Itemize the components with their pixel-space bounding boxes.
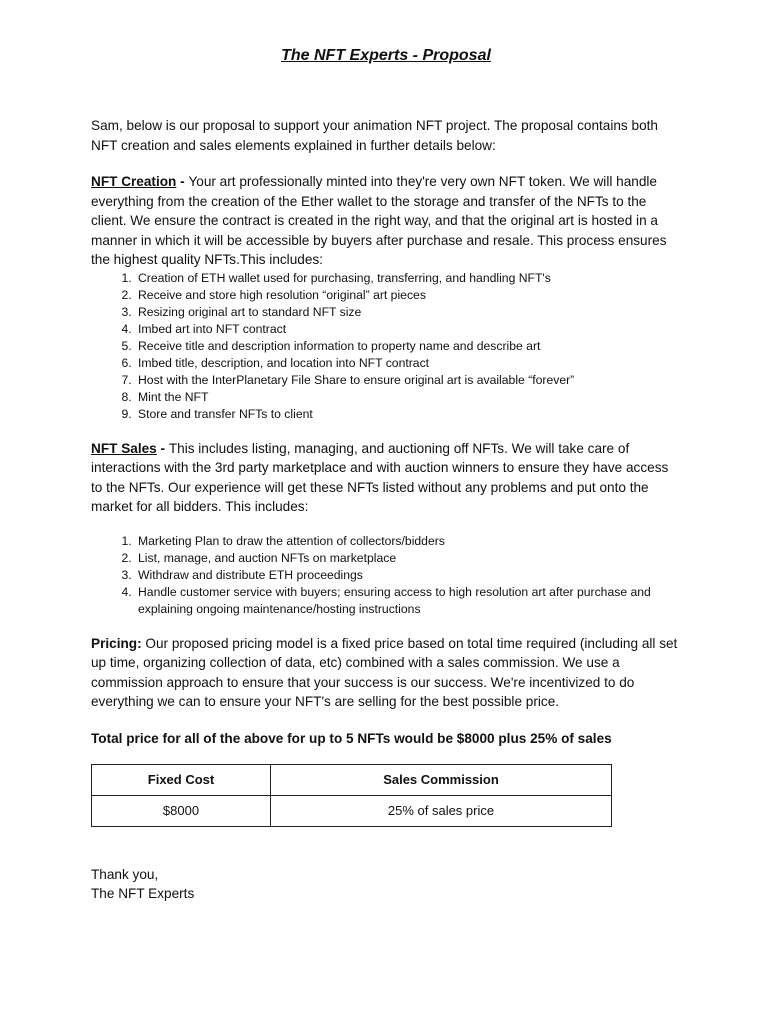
pricing-table	[91, 764, 612, 827]
closing-line: Thank you,	[91, 866, 159, 882]
table-header-fixed-cost: Fixed Cost	[92, 764, 271, 795]
creation-heading: NFT Creation	[91, 174, 177, 189]
list-item: 9. Store and transfer NFTs to client	[135, 406, 681, 423]
signature-line: The NFT Experts	[91, 886, 195, 901]
list-item: 4. Imbed art into NFT contract	[135, 321, 681, 338]
pricing-text: Our proposed pricing model is a fixed price based on total time required (including all set up time, organizing collection of data, etc) combined with a sales commission. We use a commission approach to ensure that your success is our success. We're incentivized to do everything we can to ensure your NFT's are selling for the best possible price.	[91, 635, 678, 709]
pricing-heading: Pricing:	[91, 635, 142, 651]
total-price-statement: Total price for all of the above for up to 5 NFTs would be $8000 plus 25% of sales	[91, 730, 612, 746]
sales-separator: -	[156, 440, 169, 456]
list-item: 3. Withdraw and distribute ETH proceedings	[135, 567, 681, 584]
creation-paragraph	[91, 172, 681, 270]
list-item: 2. Receive and store high resolution “original” art pieces	[135, 287, 681, 304]
list-item: 8. Mint the NFT	[135, 389, 681, 406]
list-item: 1. Creation of ETH wallet used for purchasing, transferring, and handling NFT's	[135, 270, 681, 287]
table-cell-fixed-cost: $8000	[92, 795, 271, 826]
list-item: 1. Marketing Plan to draw the attention of collectors/bidders	[135, 533, 681, 550]
table-cell-sales-commission: 25% of sales price	[271, 795, 612, 826]
document-page	[91, 45, 681, 904]
closing	[91, 865, 681, 904]
sales-text: This includes listing, managing, and auctioning off NFTs. We will take care of interactions with the 3rd party marketplace and with auction winners to ensure they have access to the NFTs. Our experience will get these NFTs listed without any problems and put onto the market for all bidders. This includes:	[91, 440, 669, 514]
table-header-sales-commission: Sales Commission	[271, 764, 612, 795]
sales-list	[91, 533, 681, 618]
creation-text: Your art professionally minted into they're very own NFT token. We will handle everything from the creation of the Ether wallet to the storage and transfer of the NFTs to the client. We ensure the contract is created in the right way, and that the original art is hosted in a manner in which it will be accessible by buyers after purchase and resale. This process ensures the highest quality NFTs.This includes:	[91, 174, 667, 267]
sales-paragraph	[91, 439, 681, 517]
list-item: 7. Host with the InterPlanetary File Share to ensure original art is available “forever”	[135, 372, 681, 389]
sales-heading: NFT Sales	[91, 440, 157, 456]
table-header-row	[92, 764, 612, 795]
table-row	[92, 795, 612, 826]
creation-separator: -	[176, 174, 189, 189]
list-item: 6. Imbed title, description, and location into NFT contract	[135, 355, 681, 372]
list-item: 5. Receive title and description information to property name and describe art	[135, 338, 681, 355]
list-item: 3. Resizing original art to standard NFT size	[135, 304, 681, 321]
intro-paragraph: Sam, below is our proposal to support your animation NFT project. The proposal contains both NFT creation and sales elements explained in further details below:	[91, 118, 658, 153]
list-item: 4. Handle customer service with buyers; ensuring access to high resolution art after purchase and explaining ongoing maintenance/hosting instructions	[135, 584, 681, 618]
document-title: The NFT Experts - Proposal	[281, 47, 491, 64]
pricing-paragraph	[91, 634, 681, 712]
creation-list	[91, 270, 681, 423]
list-item: 2. List, manage, and auction NFTs on marketplace	[135, 550, 681, 567]
